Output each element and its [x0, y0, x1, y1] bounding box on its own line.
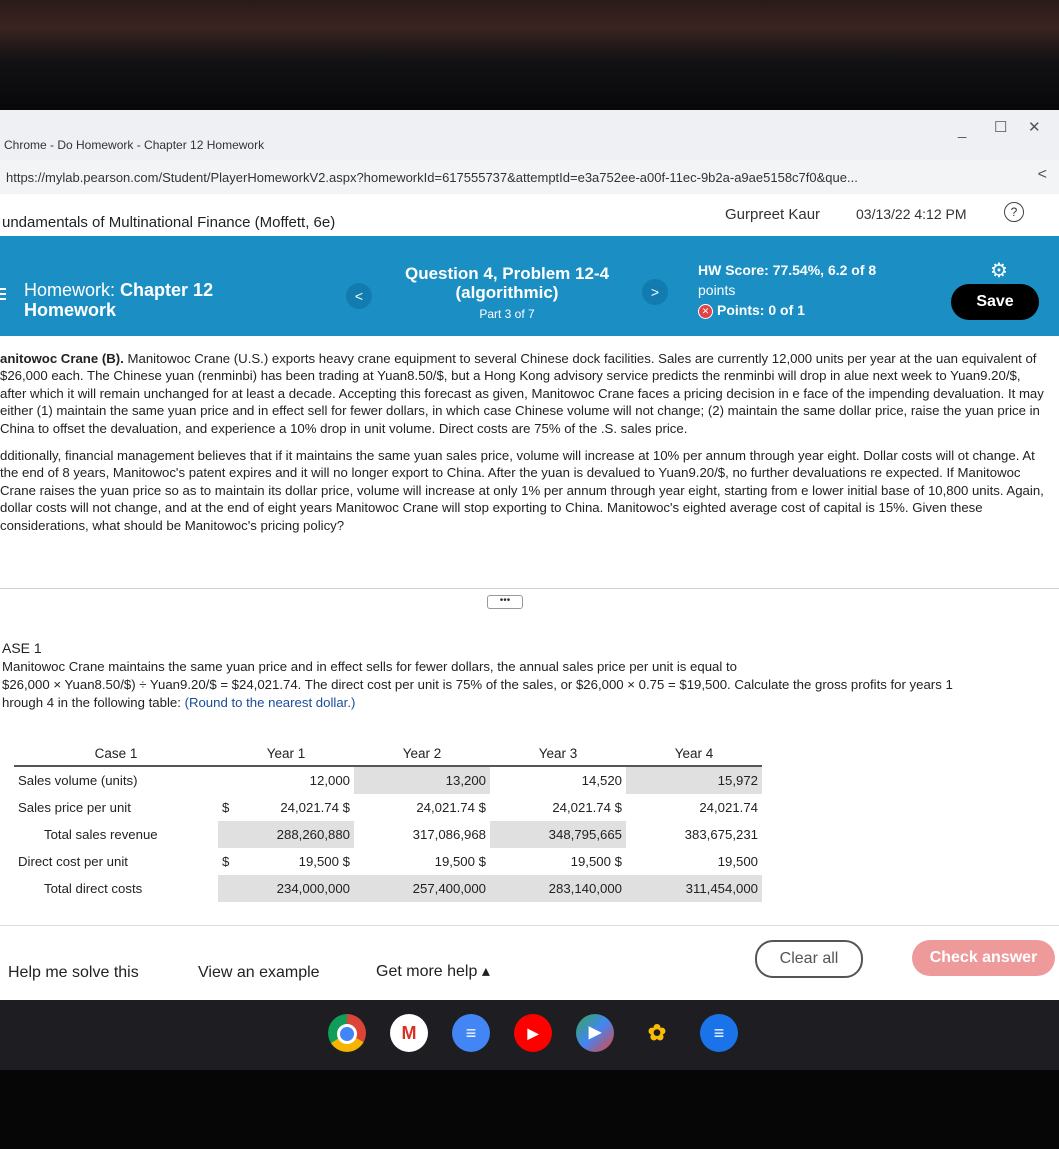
screen: [0, 110, 1059, 1000]
photos-icon[interactable]: ✿: [647, 1020, 667, 1045]
address-bar[interactable]: [0, 160, 1059, 195]
homework-header: [0, 236, 1059, 336]
homework-title: Homework: Chapter 12 Homework: [24, 280, 214, 320]
help-me-solve-link[interactable]: Help me solve this: [8, 964, 139, 981]
course-bar: [0, 194, 1059, 237]
next-question-button[interactable]: >: [642, 279, 668, 305]
bottom-toolbar: [0, 925, 1059, 1000]
clear-all-button[interactable]: Clear all: [755, 940, 863, 978]
case-table: [14, 742, 762, 902]
os-shelf: [0, 1000, 1059, 1070]
problem-para-2: dditionally, financial management believes that if it maintains the same yuan sales price, volume will increase at 10% per annum through year eight. Dollar costs will ot change. At the end of 8 years, Manitowoc's patent expires and it will no longer export to China. After the yuan is devalued to Yuan9.20/$, no further devaluations re expected. If Manitowoc Crane raises the yuan price so as to maintain its dollar price, volume will increase at only 1% per annum through year eight, starting from e lower initial base of 10,800 units. Again, dollar costs will not change, and at the end of eight years Manitowoc Crane will stop exporting to China. Manitowoc's eighted average cost of capital is 15%. Given these considerations, what should be Manitowoc's pricing policy?: [0, 448, 1044, 533]
youtube-icon[interactable]: ▶: [514, 1014, 552, 1052]
prev-question-button[interactable]: <: [346, 283, 372, 309]
window-titlebar: [0, 110, 1059, 160]
gmail-icon[interactable]: M: [390, 1014, 428, 1052]
get-more-help-link[interactable]: Get more help ▴: [376, 963, 490, 980]
problem-statement: [0, 350, 1050, 544]
user-name: Gurpreet Kaur: [725, 206, 821, 223]
case-heading: ASE 1: [2, 640, 42, 656]
table-row: Total sales revenue 288,260,880 317,086,968 348,795,665 383,675,231: [14, 821, 762, 848]
check-answer-button[interactable]: Check answer: [912, 940, 1055, 976]
table-header-row: Case 1 Year 1 Year 2 Year 3 Year 4: [14, 742, 762, 766]
course-title: undamentals of Multinational Finance (Moffett, 6e): [2, 214, 336, 231]
problem-para-1: Manitowoc Crane (U.S.) exports heavy crane equipment to several Chinese dock facilities. Sales are currently 12,000 units per year at the uan equivalent of $26,000 each. The Chinese yuan (renminbi) has been trading at Yuan8.50/$, but a Hong Kong advisory service predicts the renminbi will drop in alue next week to Yuan9.20/$, after which it will remain unchanged for at least a decade. Accepting this forecast as given, Manitowoc Crane faces a pricing decision in e face of the impending devaluation. It may either (1) maintain the same yuan price and in effect sell for fewer dollars, in which case Chinese volume will not change; (2) maintain the same dollar price, raise the yuan price in China to offset the devaluation, and experience a 10% drop in unit volume. Direct costs are 75% of the .S. sales price.: [0, 351, 1044, 436]
incorrect-icon: ✕: [698, 304, 713, 319]
maximize-icon[interactable]: ☐: [994, 119, 1008, 136]
device-bezel-top: [0, 0, 1059, 110]
table-row: Sales volume (units) 12,000 13,200 14,520 15,972: [14, 766, 762, 794]
table-row: Total direct costs 234,000,000 257,400,000 283,140,000 311,454,000: [14, 875, 762, 902]
help-icon[interactable]: ?: [1004, 202, 1024, 222]
table-row: Sales price per unit $ 24,021.74 $ 24,021.74 $ 24,021.74 $ 24,021.74: [18, 800, 758, 815]
divider: [0, 588, 1059, 589]
question-title: Question 4, Problem 12-4 (algorithmic) Part 3 of 7: [388, 264, 626, 324]
messages-icon[interactable]: ≡: [700, 1014, 738, 1052]
window-title: Chrome - Do Homework - Chapter 12 Homework: [4, 138, 265, 152]
share-icon[interactable]: <: [1037, 166, 1047, 183]
docs-icon[interactable]: ≡: [452, 1014, 490, 1052]
device-bezel-bottom: [0, 1070, 1059, 1149]
view-example-link[interactable]: View an example: [198, 964, 320, 981]
datetime: 03/13/22 4:12 PM: [856, 206, 967, 222]
hw-score: HW Score: 77.54%, 6.2 of 8 points ✕ Points: 0 of 1: [698, 262, 877, 318]
play-store-icon[interactable]: ▶: [576, 1014, 614, 1052]
url-text[interactable]: https://mylab.pearson.com/Student/PlayerHomeworkV2.aspx?homeworkId=617555737&attemptId=e3a752ee-a00f-11ec-9b2a-a9ae5158c7f0&que...: [6, 170, 858, 185]
expand-button[interactable]: •••: [487, 595, 523, 609]
scroll-fade: [0, 905, 1059, 921]
part-indicator: Part 3 of 7: [479, 307, 535, 321]
save-button[interactable]: Save: [951, 284, 1039, 320]
case-instructions: Manitowoc Crane maintains the same yuan price and in effect sells for fewer dollars, the annual sales price per unit is equal to $26,000 × Yuan8.50/$) ÷ Yuan9.20/$ = $24,021.74. The direct cost per unit is 75% of the sales, or $26,000 × 0.75 = $19,500. Calculate the gross profits for years 1 hrough 4 in the following table: (Round to the nearest dollar.): [2, 659, 953, 710]
chrome-icon[interactable]: [328, 1014, 366, 1052]
close-icon[interactable]: ✕: [1028, 119, 1041, 136]
minimize-icon[interactable]: _: [958, 122, 967, 139]
menu-icon[interactable]: [0, 288, 6, 290]
problem-title: anitowoc Crane (B).: [0, 351, 124, 366]
gear-icon[interactable]: ⚙: [990, 260, 1008, 282]
table-row: Direct cost per unit $ 19,500 $ 19,500 $ 19,500 $ 19,500: [18, 854, 758, 869]
